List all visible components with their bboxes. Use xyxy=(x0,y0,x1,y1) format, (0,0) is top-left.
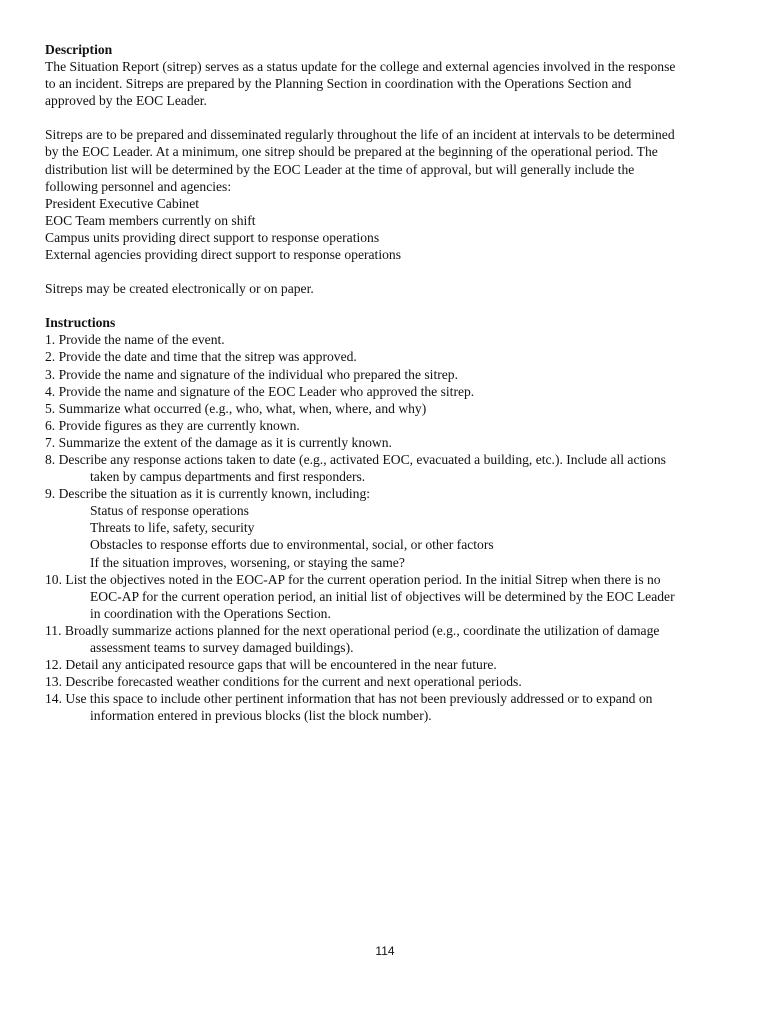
instruction-continuation: Status of response operations xyxy=(90,503,249,519)
text-line: approved by the EOC Leader. xyxy=(45,93,207,109)
instruction-item: 3. Provide the name and signature of the individual who prepared the sitrep. xyxy=(45,366,458,382)
instruction-item: 5. Summarize what occurred (e.g., who, what, when, where, and why) xyxy=(45,400,427,416)
instruction-continuation: assessment teams to survey damaged buildings). xyxy=(90,640,354,655)
text-line: to an incident. Sitreps are prepared by the Planning Section in coordination with the Operations Section and xyxy=(45,76,632,92)
instructions-list xyxy=(45,331,725,724)
description-paragraph-1 xyxy=(45,58,725,109)
instruction-item: 11. Broadly summarize actions planned for the next operational period (e.g., coordinate the utilization of damage xyxy=(45,622,660,638)
description-paragraph-3: Sitreps may be created electronically or on paper. xyxy=(45,281,314,297)
text-line: The Situation Report (sitrep) serves as a status update for the college and external agencies involved in the response xyxy=(45,59,676,75)
description-heading: Description xyxy=(45,42,113,57)
distribution-item: External agencies providing direct support to response operations xyxy=(45,247,401,263)
distribution-list xyxy=(45,195,725,263)
instruction-item: 7. Summarize the extent of the damage as it is currently known. xyxy=(45,434,392,450)
text-line: following personnel and agencies: xyxy=(45,178,232,194)
instruction-continuation: taken by campus departments and first responders. xyxy=(90,469,366,485)
instruction-item: 1. Provide the name of the event. xyxy=(45,332,225,348)
paragraph-gap xyxy=(45,297,725,314)
distribution-item: President Executive Cabinet xyxy=(45,195,200,211)
text-line: by the EOC Leader. At a minimum, one sitrep should be prepared at the beginning of the operational period. The xyxy=(45,144,658,160)
instruction-item: 12. Detail any anticipated resource gaps that will be encountered in the near future. xyxy=(45,657,497,673)
description-paragraph-2 xyxy=(45,126,725,194)
document-page xyxy=(45,41,725,724)
instruction-continuation: Threats to life, safety, security xyxy=(90,520,255,536)
instruction-item: 8. Describe any response actions taken to date (e.g., activated EOC, evacuated a building, etc.). Include all actions xyxy=(45,451,666,467)
paragraph-gap xyxy=(45,109,725,126)
page-number: 114 xyxy=(375,944,395,958)
instructions-heading: Instructions xyxy=(45,315,116,331)
distribution-item: Campus units providing direct support to response operations xyxy=(45,229,380,245)
instruction-item: 14. Use this space to include other pertinent information that has not been previously addressed or to expand on xyxy=(45,691,653,707)
instruction-item: 9. Describe the situation as it is currently known, including: xyxy=(45,486,371,502)
text-line: distribution list will be determined by the EOC Leader at the time of approval, but will generally include the xyxy=(45,161,635,177)
instruction-continuation: If the situation improves, worsening, or staying the same? xyxy=(90,554,405,570)
instruction-continuation: in coordination with the Operations Section. xyxy=(90,605,331,621)
instruction-item: 4. Provide the name and signature of the EOC Leader who approved the sitrep. xyxy=(45,383,475,399)
distribution-item: EOC Team members currently on shift xyxy=(45,212,256,228)
instruction-item: 6. Provide figures as they are currently known. xyxy=(45,417,300,433)
instruction-continuation: information entered in previous blocks (list the block number). xyxy=(90,708,432,724)
instruction-continuation: EOC-AP for the current operation period, an initial list of objectives will be determined by the EOC Leader xyxy=(90,588,675,604)
paragraph-gap xyxy=(45,263,725,280)
instruction-item: 10. List the objectives noted in the EOC-AP for the current operation period. In the initial Sitrep when there is no xyxy=(45,571,661,587)
text-line: Sitreps are to be prepared and disseminated regularly throughout the life of an incident at intervals to be determined xyxy=(45,127,675,143)
instruction-continuation: Obstacles to response efforts due to environmental, social, or other factors xyxy=(90,537,494,553)
instruction-item: 13. Describe forecasted weather conditions for the current and next operational periods. xyxy=(45,674,522,690)
instruction-item: 2. Provide the date and time that the sitrep was approved. xyxy=(45,349,357,365)
